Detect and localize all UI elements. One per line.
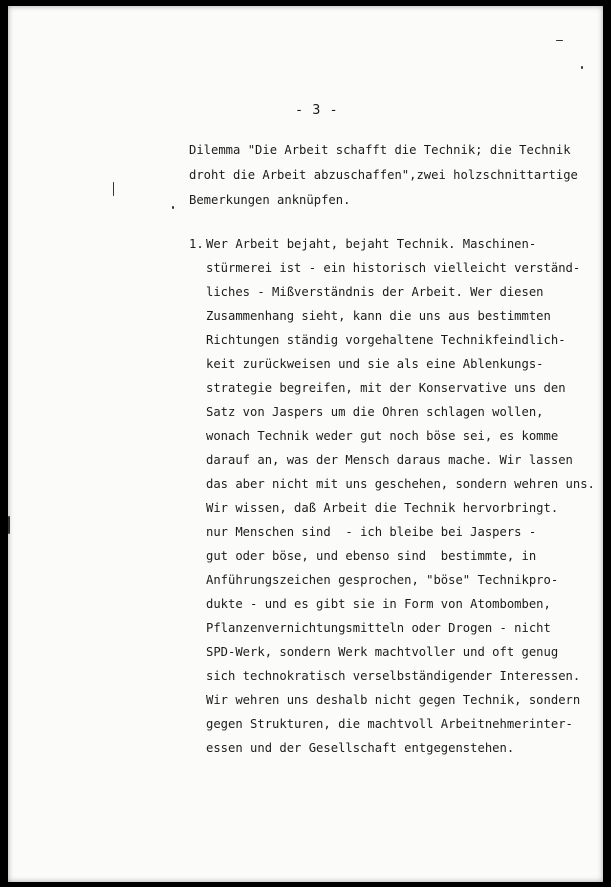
- list-item-line: liches - Mißverständnis der Arbeit. Wer diesen: [206, 285, 544, 299]
- list-item-line: Anführungszeichen gesprochen, "böse" Technikpro-: [206, 573, 559, 587]
- list-item-line: SPD-Werk, sondern Werk machtvoller und oft genug: [206, 645, 559, 659]
- list-item-line: strategie begreifen, mit der Konservative uns den: [206, 381, 566, 395]
- list-item-line: sich technokratisch verselbständigender Interessen.: [206, 669, 581, 683]
- scan-speck: [581, 66, 583, 69]
- document-page: [8, 6, 603, 882]
- list-item-line: Zusammenhang sieht, kann die uns aus bestimmten: [206, 309, 551, 323]
- list-item-line: darauf an, was der Mensch daraus mache. Wir lassen: [206, 453, 573, 467]
- list-item-line: wonach Technik weder gut noch böse sei, es komme: [206, 429, 559, 443]
- list-item-line: Richtungen ständig vorgehaltene Technikfeindlich-: [206, 333, 566, 347]
- intro-line: droht die Arbeit abzuschaffen",zwei holzschnittartige: [189, 168, 578, 182]
- list-item-line: dukte - und es gibt sie in Form von Atombomben,: [206, 597, 551, 611]
- scan-speck: [8, 516, 10, 534]
- list-marker: 1.: [189, 237, 204, 251]
- list-item-line: Wer Arbeit bejaht, bejaht Technik. Maschinen-: [206, 237, 537, 251]
- scan-speck: [113, 182, 114, 196]
- list-item-line: essen und der Gesellschaft entgegenstehen.: [206, 741, 515, 755]
- page-number: - 3 -: [295, 102, 339, 118]
- list-item-line: Wir wehren uns deshalb nicht gegen Technik, sondern: [206, 693, 581, 707]
- list-item-line: gut oder böse, und ebenso sind bestimmte, in: [206, 549, 537, 563]
- list-item-line: Wir wissen, daß Arbeit die Technik hervorbringt.: [206, 501, 559, 515]
- list-item-line: Pflanzenvernichtungsmitteln oder Drogen - nicht: [206, 621, 551, 635]
- list-item-line: Satz von Jaspers um die Ohren schlagen wollen,: [206, 405, 544, 419]
- list-item-line: gegen Strukturen, die machtvoll Arbeitnehmerinter-: [206, 717, 573, 731]
- intro-line: Bemerkungen anknüpfen.: [189, 193, 351, 207]
- list-item-line: nur Menschen sind - ich bleibe bei Jaspers -: [206, 525, 537, 539]
- list-item-line: das aber nicht mit uns geschehen, sondern wehren uns.: [206, 477, 595, 491]
- list-item-line: stürmerei ist - ein historisch vielleicht verständ-: [206, 261, 581, 275]
- scan-speck: [556, 40, 563, 41]
- scan-speck: [172, 206, 174, 209]
- list-item-line: keit zurückweisen und sie als eine Ablenkungs-: [206, 357, 544, 371]
- intro-line: Dilemma "Die Arbeit schafft die Technik; die Technik: [189, 143, 571, 157]
